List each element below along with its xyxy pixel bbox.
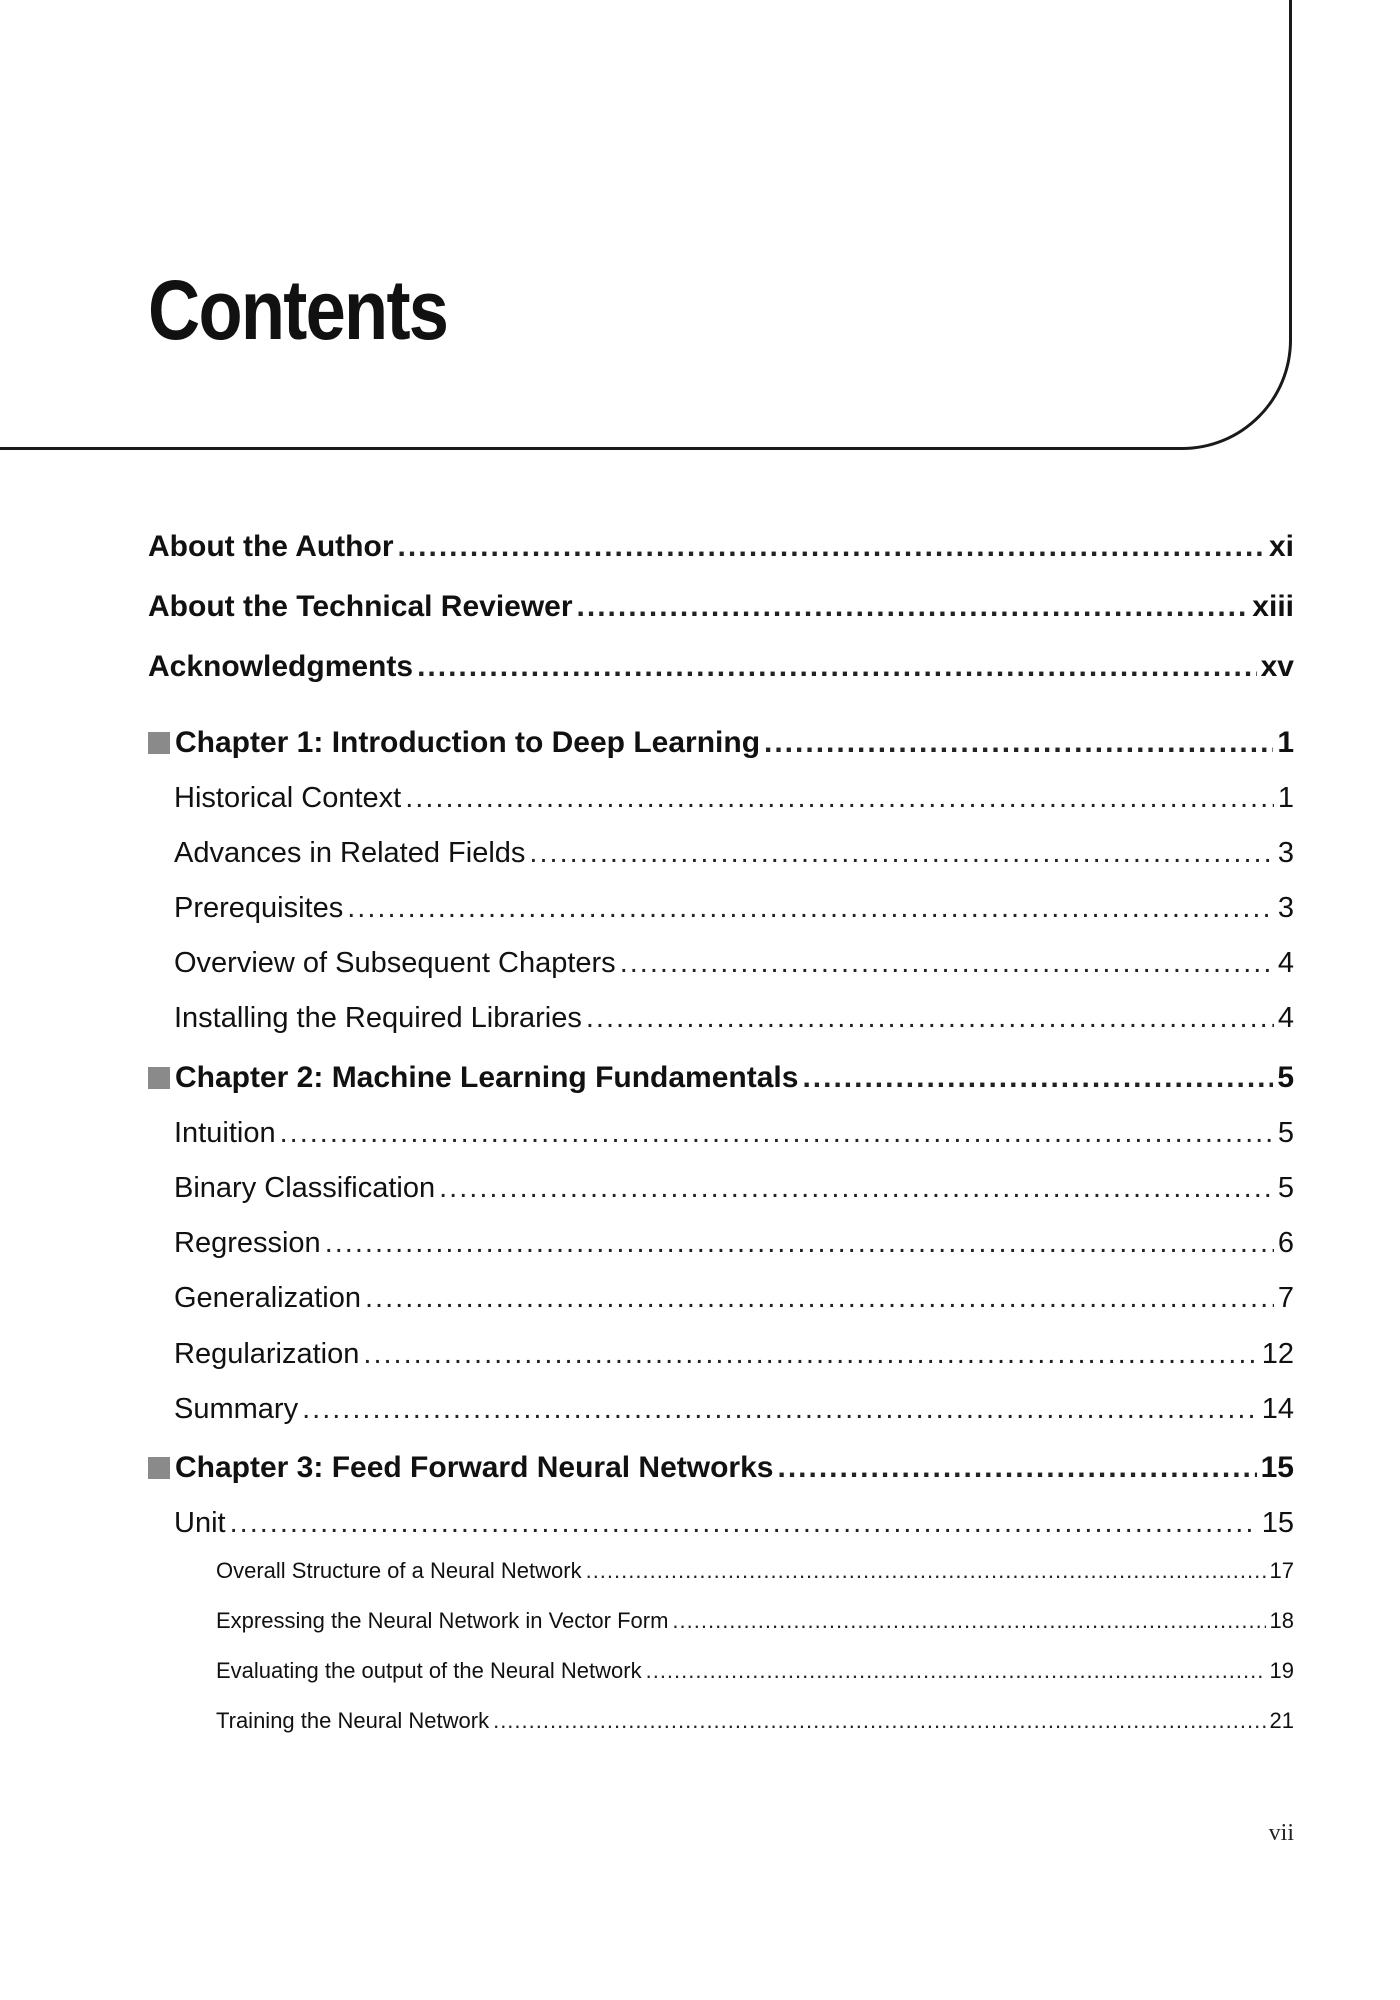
- page-number: vii: [1268, 1820, 1294, 1846]
- toc-entry-title: Chapter 1: Introduction to Deep Learning: [175, 726, 761, 759]
- toc-entry-title-wrap: [174, 1172, 435, 1205]
- dot-leader: [280, 1117, 1274, 1150]
- toc-entry-title-wrap: [148, 1451, 773, 1485]
- dot-leader: [586, 1558, 1266, 1584]
- toc-entry-page: 14: [1261, 1393, 1294, 1425]
- toc-entry-title-wrap: [174, 892, 343, 925]
- toc-entry-page: 21: [1269, 1708, 1294, 1733]
- toc-entry-title-wrap: [174, 837, 525, 870]
- toc-entry-section[interactable]: [148, 837, 1294, 870]
- toc-entry-title-wrap: [148, 530, 394, 564]
- dot-leader: [620, 947, 1274, 980]
- toc-entry-section[interactable]: [148, 1227, 1294, 1260]
- toc-entry-chapter[interactable]: [148, 1451, 1294, 1485]
- toc-entry-title: Generalization: [174, 1282, 361, 1314]
- toc-entry-title: Prerequisites: [174, 892, 344, 924]
- toc-entry-page: 3: [1277, 892, 1294, 924]
- chapter-square-icon: [148, 1067, 170, 1089]
- toc-entry-page: 6: [1277, 1227, 1294, 1259]
- dot-leader: [672, 1608, 1265, 1634]
- dot-leader: [325, 1227, 1274, 1260]
- toc-entry-title: About the Technical Reviewer: [148, 590, 573, 623]
- dot-leader: [586, 1002, 1274, 1035]
- dot-leader: [398, 530, 1265, 564]
- toc-entry-title: Regression: [174, 1227, 321, 1259]
- toc-entry-page: 12: [1261, 1338, 1294, 1370]
- toc-entry-page: 5: [1277, 1117, 1294, 1149]
- toc-entry-title-wrap: [216, 1558, 582, 1584]
- toc-entry-title: Acknowledgments: [148, 650, 414, 683]
- toc-entry-sub[interactable]: [148, 1608, 1294, 1634]
- toc-entry-title-wrap: [174, 1507, 226, 1540]
- toc-entry-title: Training the Neural Network: [216, 1708, 490, 1733]
- toc-entry-title-wrap: [174, 1002, 582, 1035]
- dot-leader: [802, 1061, 1273, 1095]
- toc-entry-title: Advances in Related Fields: [174, 837, 526, 869]
- toc-entry-title-wrap: [216, 1708, 489, 1734]
- toc-entry-sub[interactable]: [148, 1558, 1294, 1584]
- toc-entry-section[interactable]: [148, 1002, 1294, 1035]
- toc-entry-title: Unit: [174, 1507, 226, 1539]
- toc-entry-section[interactable]: [148, 782, 1294, 815]
- toc-entry-title: Chapter 2: Machine Learning Fundamentals: [175, 1061, 799, 1094]
- toc-entry-title-wrap: [216, 1658, 642, 1684]
- dot-leader: [230, 1507, 1258, 1540]
- toc-entry-title: Binary Classification: [174, 1172, 436, 1204]
- toc-entry-page: 1: [1277, 726, 1294, 759]
- toc-entry-page: 18: [1269, 1608, 1294, 1633]
- dot-leader: [764, 726, 1273, 760]
- toc-entry-page: 1: [1277, 782, 1294, 814]
- toc-entry-title: Evaluating the output of the Neural Network: [216, 1658, 642, 1683]
- toc-entry-sub[interactable]: [148, 1708, 1294, 1734]
- toc-entry-page: 4: [1277, 947, 1294, 979]
- toc-entry-page: 5: [1277, 1061, 1294, 1094]
- dot-leader: [405, 782, 1274, 815]
- toc-entry-chapter[interactable]: [148, 1061, 1294, 1095]
- dot-leader: [347, 892, 1274, 925]
- toc-entry-page: 15: [1260, 1451, 1294, 1484]
- dot-leader: [363, 1338, 1257, 1371]
- toc-entry-title-wrap: [148, 726, 760, 760]
- dot-leader: [577, 590, 1249, 624]
- toc-entry-title: Regularization: [174, 1338, 360, 1370]
- toc-entry-title-wrap: [148, 1061, 798, 1095]
- toc-entry-section[interactable]: [148, 1282, 1294, 1315]
- dot-leader: [302, 1393, 1258, 1426]
- toc-entry-title-wrap: [174, 947, 616, 980]
- toc-entry-section[interactable]: [148, 1507, 1294, 1540]
- toc-entry-title-wrap: [148, 590, 573, 624]
- toc-entry-front[interactable]: [148, 530, 1294, 564]
- toc-entry-title-wrap: [174, 782, 401, 815]
- dot-leader: [529, 837, 1273, 870]
- toc-entry-section[interactable]: [148, 947, 1294, 980]
- toc-entry-section[interactable]: [148, 892, 1294, 925]
- dot-leader: [493, 1708, 1265, 1734]
- header-frame: [0, 0, 1292, 450]
- toc-entry-page: 5: [1277, 1172, 1294, 1204]
- toc-entry-page: 4: [1277, 1002, 1294, 1034]
- toc-entry-page: xiii: [1252, 590, 1294, 623]
- toc-entry-title-wrap: [216, 1608, 668, 1634]
- toc-entry-section[interactable]: [148, 1117, 1294, 1150]
- toc-entry-title: Installing the Required Libraries: [174, 1002, 582, 1034]
- toc-entry-title-wrap: [174, 1227, 321, 1260]
- toc-entry-title-wrap: [174, 1338, 359, 1371]
- toc-entry-title: Overview of Subsequent Chapters: [174, 947, 616, 979]
- toc-entry-title: Expressing the Neural Network in Vector Form: [216, 1608, 669, 1633]
- toc-entry-title-wrap: [148, 650, 413, 684]
- toc-entry-sub[interactable]: [148, 1658, 1294, 1684]
- toc-entry-title: Intuition: [174, 1117, 276, 1149]
- toc-entry-title: Chapter 3: Feed Forward Neural Networks: [175, 1451, 774, 1484]
- toc-entry-section[interactable]: [148, 1338, 1294, 1371]
- toc-entry-page: 15: [1261, 1507, 1294, 1539]
- toc-entry-title-wrap: [174, 1282, 361, 1315]
- toc-entry-front[interactable]: [148, 650, 1294, 684]
- dot-leader: [646, 1658, 1266, 1684]
- dot-leader: [365, 1282, 1274, 1315]
- toc-entry-section[interactable]: [148, 1172, 1294, 1205]
- toc-entry-title: Historical Context: [174, 782, 402, 814]
- page-title: Contents: [148, 263, 448, 357]
- dot-leader: [777, 1451, 1256, 1485]
- toc-entry-front[interactable]: [148, 590, 1294, 624]
- toc-entry-title: About the Author: [148, 530, 394, 563]
- toc-entry-title: Overall Structure of a Neural Network: [216, 1558, 582, 1583]
- dot-leader: [417, 650, 1257, 684]
- toc-entry-title-wrap: [174, 1117, 276, 1150]
- chapter-square-icon: [148, 1457, 170, 1479]
- toc-entry-section[interactable]: [148, 1393, 1294, 1426]
- toc-entry-page: xv: [1260, 650, 1294, 683]
- toc-entry-title: Summary: [174, 1393, 299, 1425]
- toc-entry-title-wrap: [174, 1393, 298, 1426]
- toc-entry-page: 19: [1269, 1658, 1294, 1683]
- chapter-square-icon: [148, 732, 170, 754]
- toc-entry-page: 17: [1269, 1558, 1294, 1583]
- toc-entry-page: 3: [1277, 837, 1294, 869]
- toc-entry-page: 7: [1277, 1282, 1294, 1314]
- dot-leader: [439, 1172, 1274, 1205]
- toc-entry-page: xi: [1268, 530, 1294, 563]
- toc-entry-chapter[interactable]: [148, 726, 1294, 760]
